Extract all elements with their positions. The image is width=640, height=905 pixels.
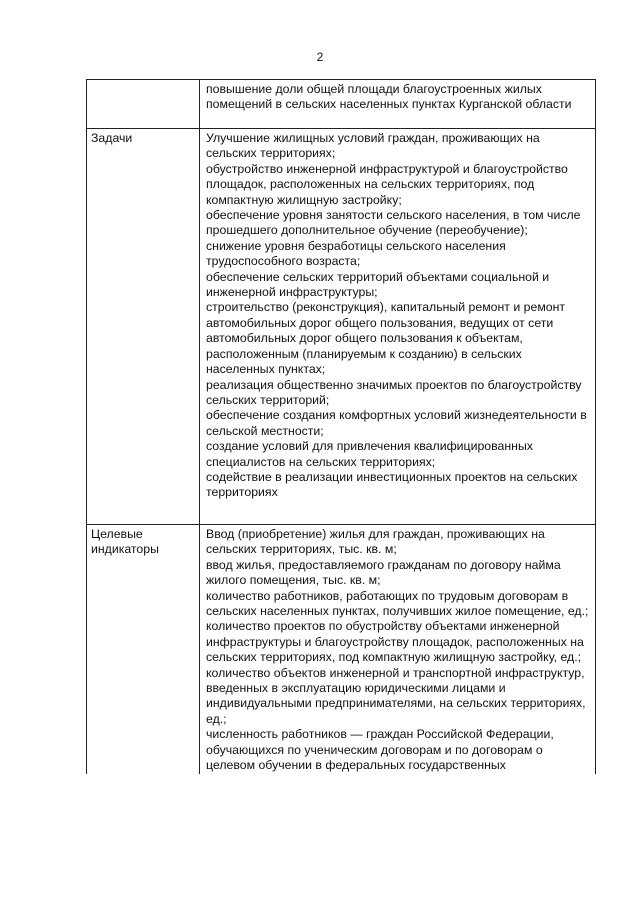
- row-content: [200, 80, 596, 129]
- list-item: Ввод (приобретение) жилья для граждан, проживающих на сельских территориях, тыс. кв. м;: [206, 527, 545, 557]
- row-content-tasks: [200, 129, 596, 525]
- row-content-indicators: [200, 525, 596, 774]
- list-item: реализация общественно значимых проектов по благоустройству сельских территорий;: [206, 377, 582, 407]
- row-label: [87, 80, 200, 129]
- page-number: 2: [316, 50, 324, 64]
- list-item: Улучшение жилищных условий граждан, проживающих на сельских территориях;: [206, 131, 540, 161]
- table-row-goal-continuation: [87, 80, 596, 129]
- list-item: повышение доли общей площади благоустроенных жилых помещений в сельских населенных пунктах Курганской области: [206, 82, 572, 112]
- list-item: численность работников — граждан Российской Федерации, обучающихся по ученическим договорам и по договорам о целевом обучении в федеральных государственных: [206, 727, 554, 773]
- list-item: содействие в реализации инвестиционных проектов на сельских территориях: [206, 469, 578, 500]
- list-item: снижение уровня безработицы сельского населения трудоспособного возраста;: [206, 238, 506, 269]
- list-item: количество проектов по обустройству объектами инженерной инфраструктуры и благоустройству площадок, расположенных на сельских территориях, под компактную жилищную застройку, ед.;: [206, 619, 584, 665]
- list-item: строительство (реконструкция), капитальный ремонт и ремонт автомобильных дорог общего пользования, ведущих от сети автомобильных дорог общего пользования к объектам, расположенным (планируемым к созданию) в сельских населенных пунктах;: [206, 300, 566, 377]
- list-item: количество объектов инженерной и транспортной инфраструктур, введенных в эксплуатацию юридическими лицами и индивидуальными предпринимателями, на сельских территориях, ед.;: [206, 665, 586, 726]
- list-item: обустройство инженерной инфраструктурой и благоустройство площадок, расположенных на сельских территориях, под компактную жилищную застройку;: [206, 161, 568, 207]
- list-item: обеспечение сельских территорий объектами социальной и инженерной инфраструктуры;: [206, 269, 550, 300]
- list-item: количество работников, работающих по трудовым договорам в сельских населенных пунктах, получивших жилое помещение, ед.;: [206, 588, 589, 619]
- passport-table: [86, 79, 596, 774]
- table-row-tasks: [87, 129, 596, 525]
- list-item: обеспечение создания комфортных условий жизнедеятельности в сельской местности;: [206, 408, 587, 438]
- table-row-target-indicators: [87, 525, 596, 774]
- row-label-indicators: Целевые индикаторы: [87, 525, 200, 774]
- list-item: ввод жилья, предоставляемого гражданам по договору найма жилого помещения, тыс. кв. м;: [206, 557, 561, 588]
- list-item: создание условий для привлечения квалифицированных специалистов на сельских территориях;: [206, 439, 533, 469]
- list-item: обеспечение уровня занятости сельского населения, в том числе прошедшего дополнительное обучение (переобучение);: [206, 208, 581, 238]
- row-label-tasks: Задачи: [87, 129, 200, 525]
